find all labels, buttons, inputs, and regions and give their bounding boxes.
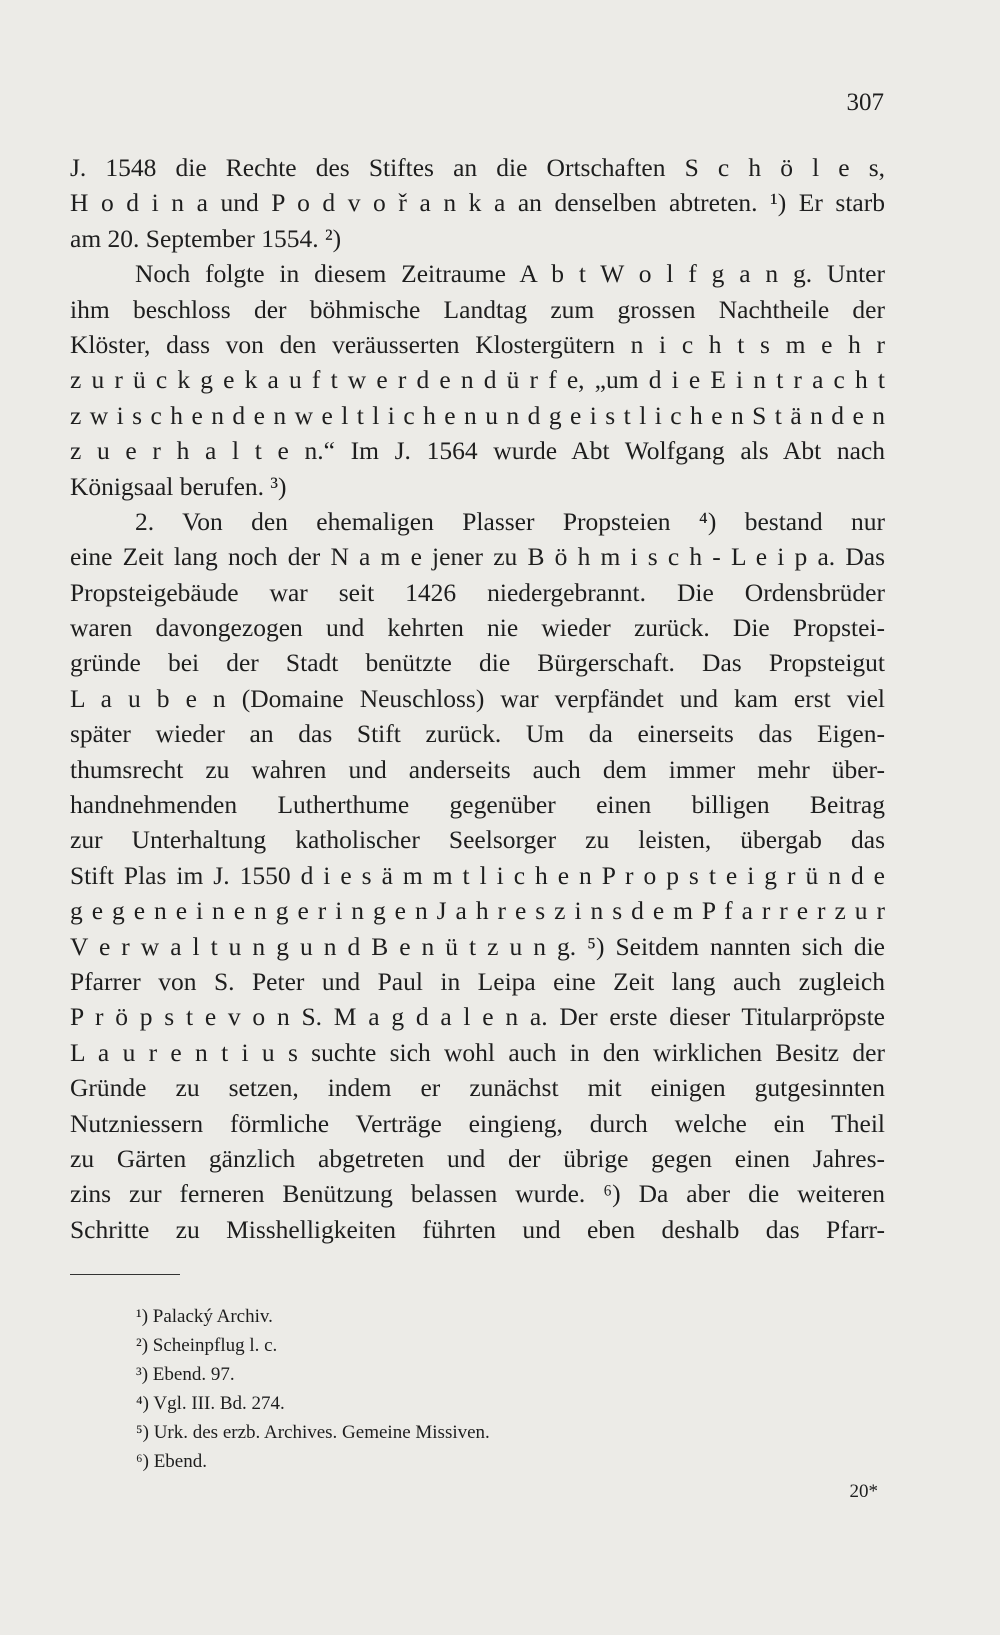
footnotes (136, 1302, 490, 1476)
text-line: g e g e n e i n e n g e r i n g e n J a h r e s z i n s d e m P f a r r e r z u r (70, 896, 885, 926)
text-line: J. 1548 die Rechte des Stiftes an die Ortschaften S c h ö l e s, (70, 153, 885, 182)
text-line: Königsaal berufen. ³) (70, 471, 287, 501)
footnote: ¹) Palacký Archiv. (136, 1306, 273, 1327)
text-line: Pfarrer von S. Peter und Paul in Leipa eine Zeit lang auch zugleich (70, 966, 885, 996)
text-line: H o d i n a und P o d v o ř a n k a an denselben abtreten. ¹) Er starb (70, 188, 885, 218)
text-line: gründe bei der Stadt benützte die Bürgerschaft. Das Propsteigut (70, 648, 885, 678)
text-line: z w i s c h e n d e n w e l t l i c h e n u n d g e i s t l i c h e n S t ä n d e n (70, 400, 885, 430)
text-line: P r ö p s t e v o n S. M a g d a l e n a. Der erste dieser Titularpröpste (70, 1002, 885, 1032)
footnote: ²) Scheinpflug l. c. (136, 1335, 278, 1356)
text-line: V e r w a l t u n g u n d B e n ü t z u n g. ⁵) Seitdem nannten sich die (70, 931, 885, 961)
footnote: ⁵) Urk. des erzb. Archives. Gemeine Missiven. (136, 1422, 490, 1443)
text-line: L a u r e n t i u s suchte sich wohl auch in den wirklichen Besitz der (70, 1037, 885, 1067)
text-line: am 20. September 1554. ²) (70, 223, 342, 253)
text-line: Stift Plas im J. 1550 d i e s ä m m t l i c h e n P r o p s t e i g r ü n d e (70, 860, 885, 890)
text-line: Gründe zu setzen, indem er zunächst mit einigen gutgesinnten (70, 1073, 885, 1103)
text-line: ihm beschloss der böhmische Landtag zum grossen Nachtheile der (70, 294, 885, 324)
text-line: zu Gärten gänzlich abgetreten und der übrige gegen einen Jahres- (70, 1143, 885, 1173)
text-line: thumsrecht zu wahren und anderseits auch dem immer mehr über- (70, 754, 885, 784)
text-line: Propsteigebäude war seit 1426 niedergebrannt. Die Ordensbrüder (70, 577, 885, 607)
text-line: Nutzniessern förmliche Verträge eingieng, durch welche ein Theil (70, 1108, 885, 1138)
text-line: eine Zeit lang noch der N a m e jener zu B ö h m i s c h - L e i p a. Das (70, 542, 885, 572)
text-line: L a u b e n (Domaine Neuschloss) war verpfändet und kam erst viel (70, 683, 885, 713)
text-line: 2. Von den ehemaligen Plasser Propsteien ⁴) bestand nur (135, 506, 885, 536)
footnote-divider (70, 1274, 180, 1275)
text-line: später wieder an das Stift zurück. Um da einerseits das Eigen- (70, 719, 885, 749)
text-line: z u r ü c k g e k a u f t w e r d e n d ü r f e, „um d i e E i n t r a c h t (70, 365, 885, 395)
text-line: waren davongezogen und kehrten nie wieder zurück. Die Propstei- (70, 613, 885, 643)
page-number: 307 (846, 89, 884, 116)
text-line: Klöster, dass von den veräusserten Klostergütern n i c h t s m e h r (70, 329, 885, 359)
text-line: Noch folgte in diesem Zeitraume A b t W o l f g a n g. Unter (135, 259, 885, 289)
text-line: handnehmenden Lutherthume gegenüber einen billigen Beitrag (70, 790, 885, 820)
text-line: zins zur ferneren Benützung belassen wurde. ⁶) Da aber die weiteren (70, 1179, 885, 1209)
footnote: ⁶) Ebend. (136, 1451, 207, 1472)
text-line: zur Unterhaltung katholischer Seelsorger zu leisten, übergab das (70, 825, 885, 855)
footnote: ³) Ebend. 97. (136, 1364, 235, 1385)
body-text (70, 150, 885, 1247)
footnote: ⁴) Vgl. III. Bd. 274. (136, 1393, 285, 1414)
signature-mark: 20* (849, 1481, 878, 1502)
text-line: z u e r h a l t e n.“ Im J. 1564 wurde Abt Wolfgang als Abt nach (70, 436, 885, 466)
text-line: Schritte zu Misshelligkeiten führten und eben deshalb das Pfarr- (70, 1214, 885, 1244)
